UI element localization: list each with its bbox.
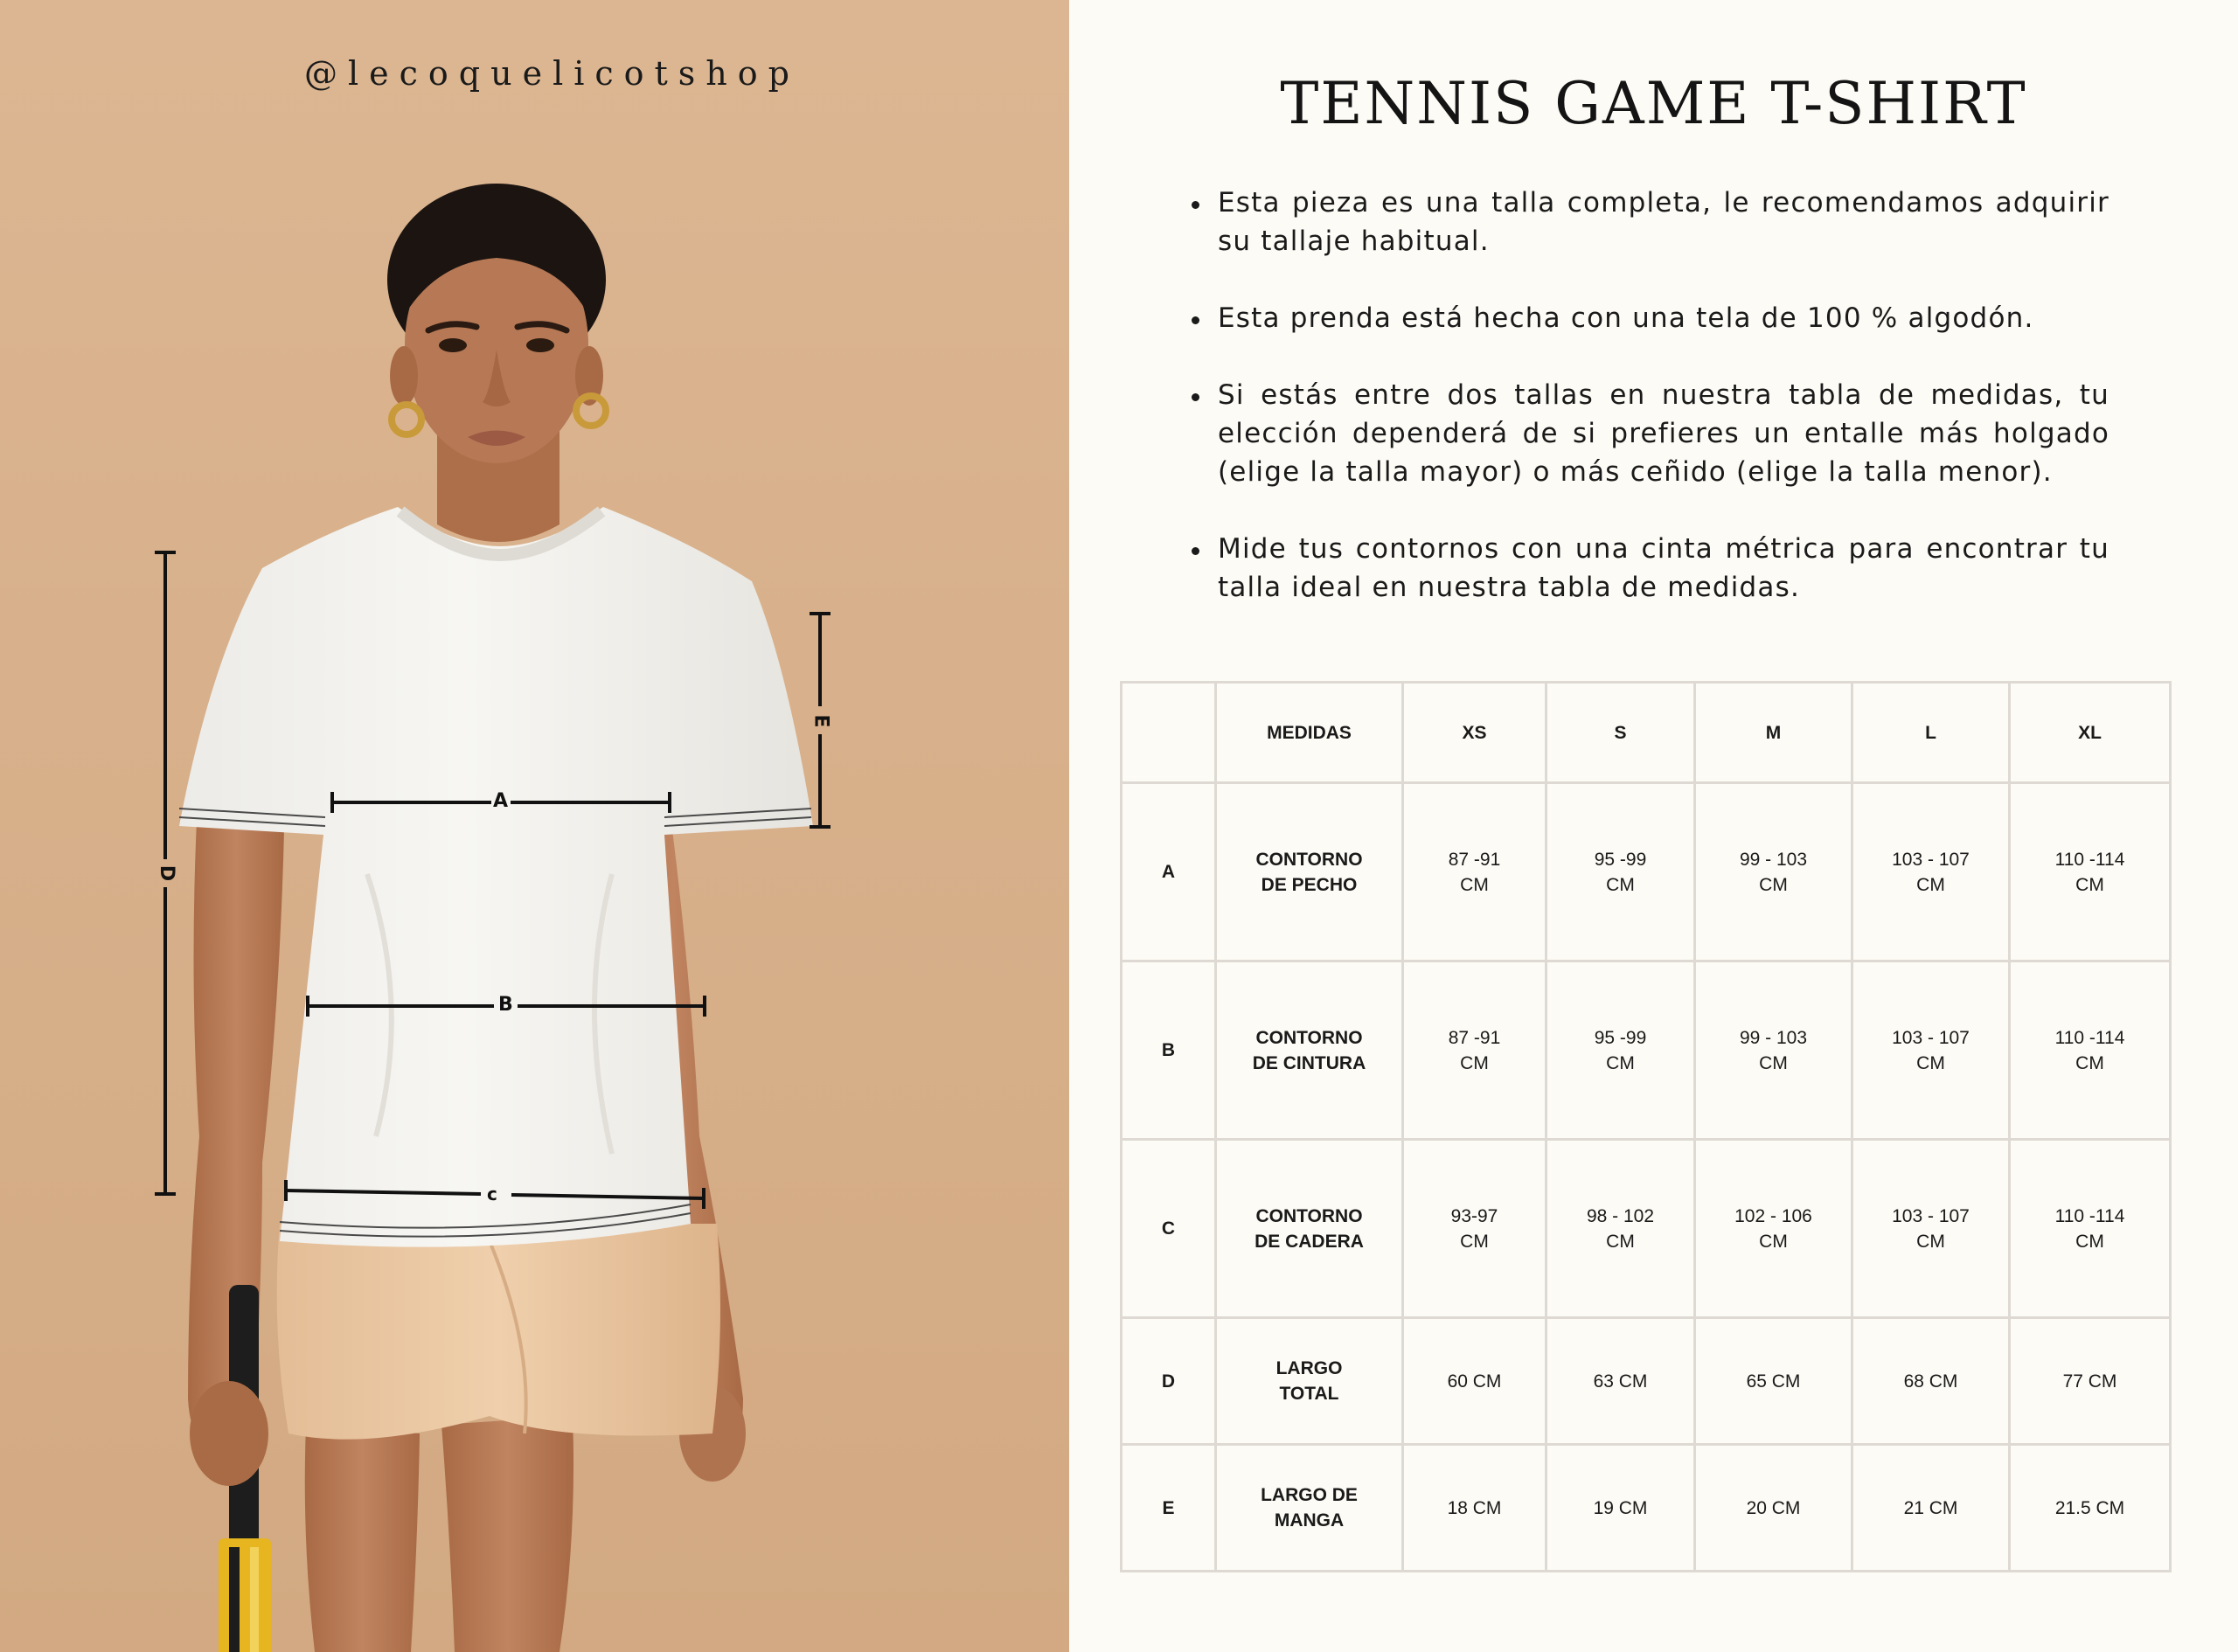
header-cell: XS bbox=[1403, 683, 1546, 783]
table-row bbox=[1122, 1140, 2171, 1318]
size-value: 99 - 103 CM bbox=[1695, 961, 1852, 1140]
skirt bbox=[277, 1224, 720, 1440]
size-value: 60 CM bbox=[1403, 1318, 1546, 1445]
row-key: D bbox=[1122, 1318, 1216, 1445]
size-value: 87 -91 CM bbox=[1403, 961, 1546, 1140]
product-notes bbox=[1192, 184, 2109, 645]
note-item: Esta prenda está hecha con una tela de 100 % algodón. bbox=[1192, 299, 2109, 337]
size-value: 110 -114 CM bbox=[2010, 783, 2171, 961]
size-value: 103 - 107 CM bbox=[1852, 961, 2010, 1140]
size-chart-table bbox=[1120, 681, 2172, 1572]
measure-name: LARGO DE MANGA bbox=[1216, 1445, 1403, 1572]
row-key: A bbox=[1122, 783, 1216, 961]
header-cell: M bbox=[1695, 683, 1852, 783]
header-cell: S bbox=[1546, 683, 1695, 783]
table-row bbox=[1122, 961, 2171, 1140]
header-cell bbox=[1122, 683, 1216, 783]
size-value: 65 CM bbox=[1695, 1318, 1852, 1445]
header-cell: XL bbox=[2010, 683, 2171, 783]
measure-name: CONTORNO DE CADERA bbox=[1216, 1140, 1403, 1318]
marker-b: B bbox=[498, 994, 513, 1016]
marker-a: A bbox=[493, 790, 509, 812]
size-value: 110 -114 CM bbox=[2010, 1140, 2171, 1318]
model-illustration bbox=[0, 0, 1069, 1652]
row-key: B bbox=[1122, 961, 1216, 1140]
size-value: 95 -99 CM bbox=[1546, 783, 1695, 961]
measure-name: LARGO TOTAL bbox=[1216, 1318, 1403, 1445]
legs bbox=[305, 1425, 420, 1652]
row-key: E bbox=[1122, 1445, 1216, 1572]
measure-name: CONTORNO DE PECHO bbox=[1216, 783, 1403, 961]
size-value: 93-97 CM bbox=[1403, 1140, 1546, 1318]
size-value: 98 - 102 CM bbox=[1546, 1140, 1695, 1318]
instagram-handle: @lecoquelicotshop bbox=[303, 54, 800, 93]
table-row bbox=[1122, 1318, 2171, 1445]
size-value: 68 CM bbox=[1852, 1318, 2010, 1445]
size-value: 77 CM bbox=[2010, 1318, 2171, 1445]
measure-name: CONTORNO DE CINTURA bbox=[1216, 961, 1403, 1140]
size-value: 110 -114 CM bbox=[2010, 961, 2171, 1140]
size-value: 103 - 107 CM bbox=[1852, 1140, 2010, 1318]
table-row bbox=[1122, 1445, 2171, 1572]
size-value: 19 CM bbox=[1546, 1445, 1695, 1572]
size-value: 21.5 CM bbox=[2010, 1445, 2171, 1572]
size-value: 87 -91 CM bbox=[1403, 783, 1546, 961]
row-key: C bbox=[1122, 1140, 1216, 1318]
info-panel bbox=[1069, 0, 2238, 1652]
size-value: 95 -99 CM bbox=[1546, 961, 1695, 1140]
marker-c: c bbox=[487, 1183, 497, 1204]
note-item: Mide tus contornos con una cinta métrica para encontrar tu talla ideal en nuestra tabla de medidas. bbox=[1192, 530, 2109, 607]
size-value: 63 CM bbox=[1546, 1318, 1695, 1445]
size-value: 20 CM bbox=[1695, 1445, 1852, 1572]
product-photo bbox=[0, 0, 1069, 1652]
note-item: Si estás entre dos tallas en nuestra tabla de medidas, tu elección dependerá de si prefieres un entalle más holgado (elige la talla mayor) o más ceñido (elige la talla menor). bbox=[1192, 376, 2109, 491]
size-value: 21 CM bbox=[1852, 1445, 2010, 1572]
product-title: TENNIS GAME T-SHIRT bbox=[1280, 70, 2027, 137]
size-value: 18 CM bbox=[1403, 1445, 1546, 1572]
header-cell: L bbox=[1852, 683, 2010, 783]
table-header-row bbox=[1122, 683, 2171, 783]
header-cell: MEDIDAS bbox=[1216, 683, 1403, 783]
size-value: 102 - 106 CM bbox=[1695, 1140, 1852, 1318]
size-value: 103 - 107 CM bbox=[1852, 783, 2010, 961]
marker-e: E bbox=[810, 714, 832, 728]
size-value: 99 - 103 CM bbox=[1695, 783, 1852, 961]
note-item: Esta pieza es una talla completa, le recomendamos adquirir su tallaje habitual. bbox=[1192, 184, 2109, 260]
marker-d: D bbox=[156, 864, 178, 882]
table-row bbox=[1122, 783, 2171, 961]
